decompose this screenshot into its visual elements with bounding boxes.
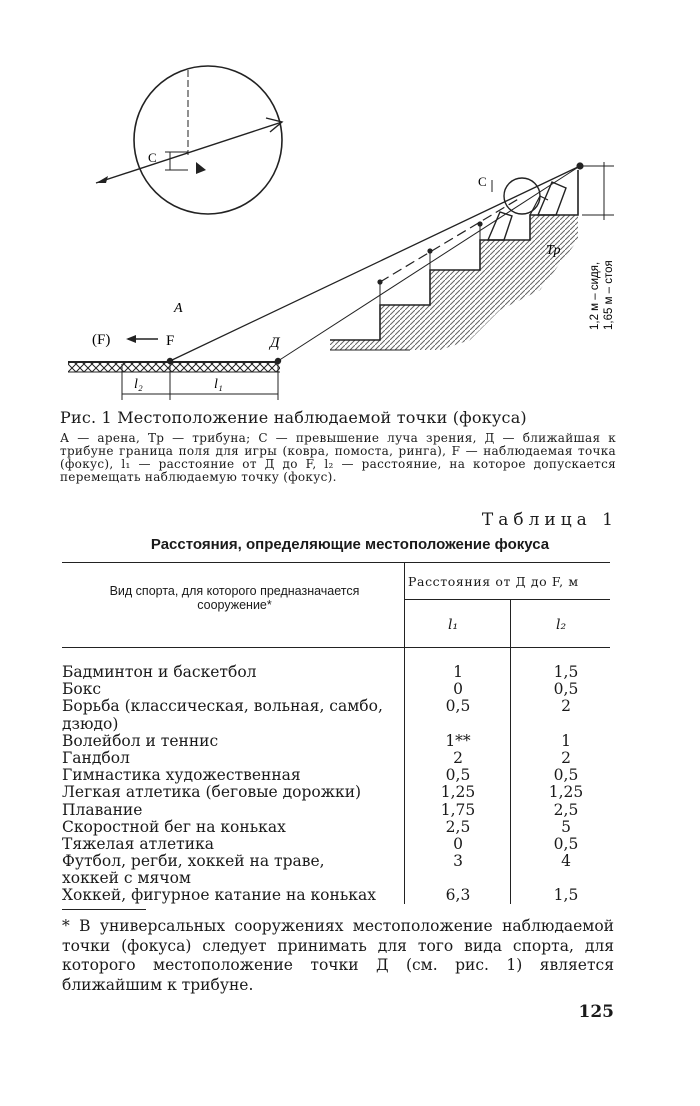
- label-height-sit: 1,2 м – сидя,: [589, 261, 601, 330]
- label-a: А: [174, 301, 183, 316]
- value-l1: 0: [453, 680, 463, 699]
- caption-body: А — арена, Тр — трибуна; С — превышение луча зрения, Д — ближайшая к трибуне граница поля для игры (ковра, помоста, ринга), F — наблюдаемая точка (фокус), l₁ — расстояние от Д до F, l₂ — расстояние, на которое допускается перемещать наблюдаемую точку (фокус).: [60, 431, 616, 484]
- table-title: Расстояния, определяющие местоположение фокуса: [150, 536, 550, 553]
- sport-name-cont: хоккей с мячом: [62, 869, 191, 888]
- page-number: 125: [578, 1002, 614, 1022]
- table-header-rule: [62, 647, 610, 648]
- sport-name: Волейбол и теннис: [62, 731, 219, 750]
- value-l2: 2,5: [553, 800, 579, 819]
- value-l1: 1**: [445, 731, 471, 750]
- value-l2: 1,5: [553, 663, 579, 681]
- label-c-stand: С: [478, 174, 487, 189]
- sport-name: Бокс: [62, 680, 102, 699]
- value-l2: 0,5: [553, 766, 579, 785]
- sport-name: Плавание: [62, 800, 143, 819]
- caption-title: Рис. 1 Местоположение наблюдаемой точки (фокуса): [60, 408, 527, 427]
- value-l1: 1: [453, 663, 463, 681]
- value-l1: 0,5: [445, 697, 471, 716]
- header-sport: Вид спорта, для которого предназначается сооружение*: [109, 584, 360, 612]
- value-l2: 0,5: [553, 680, 579, 699]
- table-l-divider-body: [510, 648, 511, 904]
- label-l1: l₁: [214, 377, 223, 392]
- label-tr: Тр: [546, 243, 561, 258]
- header-l2: l₂: [556, 617, 567, 633]
- figure-diagram: [0, 0, 700, 400]
- value-l1: 1,25: [440, 783, 476, 802]
- sport-name: Хоккей, фигурное катание на коньках: [62, 886, 376, 905]
- detail-circle: [134, 66, 282, 214]
- label-height-stand: 1,65 м – стоя: [603, 260, 615, 330]
- value-l1: 0: [453, 834, 463, 853]
- sport-name: Легкая атлетика (беговые дорожки): [62, 783, 362, 802]
- sport-name: Скоростной бег на коньках: [62, 817, 286, 836]
- sport-name: Тяжелая атлетика: [62, 834, 215, 853]
- value-l1: 2: [453, 748, 463, 767]
- value-l2: 2: [561, 748, 571, 767]
- value-l2: 5: [561, 817, 571, 836]
- label-c-circle: С: [148, 150, 157, 165]
- value-l2: 4: [561, 852, 571, 871]
- label-d: Д: [270, 335, 280, 351]
- table-number: Таблица 1: [481, 510, 618, 530]
- figure-focus-location: [0, 0, 700, 400]
- value-l1: 0,5: [445, 766, 471, 785]
- value-l2: 1,25: [548, 783, 584, 802]
- value-l1: 6,3: [445, 886, 471, 905]
- sport-name: Бадминтон и баскетбол: [62, 663, 257, 681]
- label-l2: l₂: [134, 377, 143, 392]
- sport-name: Футбол, регби, хоккей на траве,: [62, 852, 325, 871]
- footnote-rule: [62, 909, 146, 910]
- sport-name-cont: дзюдо): [62, 714, 119, 733]
- footnote: * В универсальных сооружениях местоположение наблюдаемой точки (фокуса) следует принимать для того вида спорта, для которого местоположение точки Д (см. рис. 1) является ближайшим к трибуне.: [62, 917, 614, 994]
- value-l2: 0,5: [553, 834, 579, 853]
- label-f: F: [166, 333, 175, 349]
- header-l1: l₁: [448, 617, 459, 633]
- sport-name: Борьба (классическая, вольная, самбо,: [62, 697, 383, 716]
- seat-icon: [488, 212, 512, 240]
- table-top-rule: [62, 562, 610, 563]
- value-l1: 3: [453, 852, 463, 871]
- header-distance: Расстояния от Д до F, м: [408, 574, 579, 589]
- value-l2: 2: [561, 697, 571, 716]
- value-l1: 2,5: [445, 817, 471, 836]
- table-sub-rule: [404, 599, 610, 600]
- label-f-paren: (F): [92, 332, 111, 348]
- seat-icon: [538, 182, 566, 215]
- figure-caption: [60, 408, 616, 484]
- value-l2: 1: [561, 731, 571, 750]
- value-l1: 1,75: [440, 800, 476, 819]
- table-l-divider: [510, 599, 511, 648]
- sport-name: Гандбол: [62, 748, 130, 767]
- value-l2: 1,5: [553, 886, 579, 905]
- table-col-divider: [404, 562, 405, 648]
- sport-name: Гимнастика художественная: [62, 766, 301, 785]
